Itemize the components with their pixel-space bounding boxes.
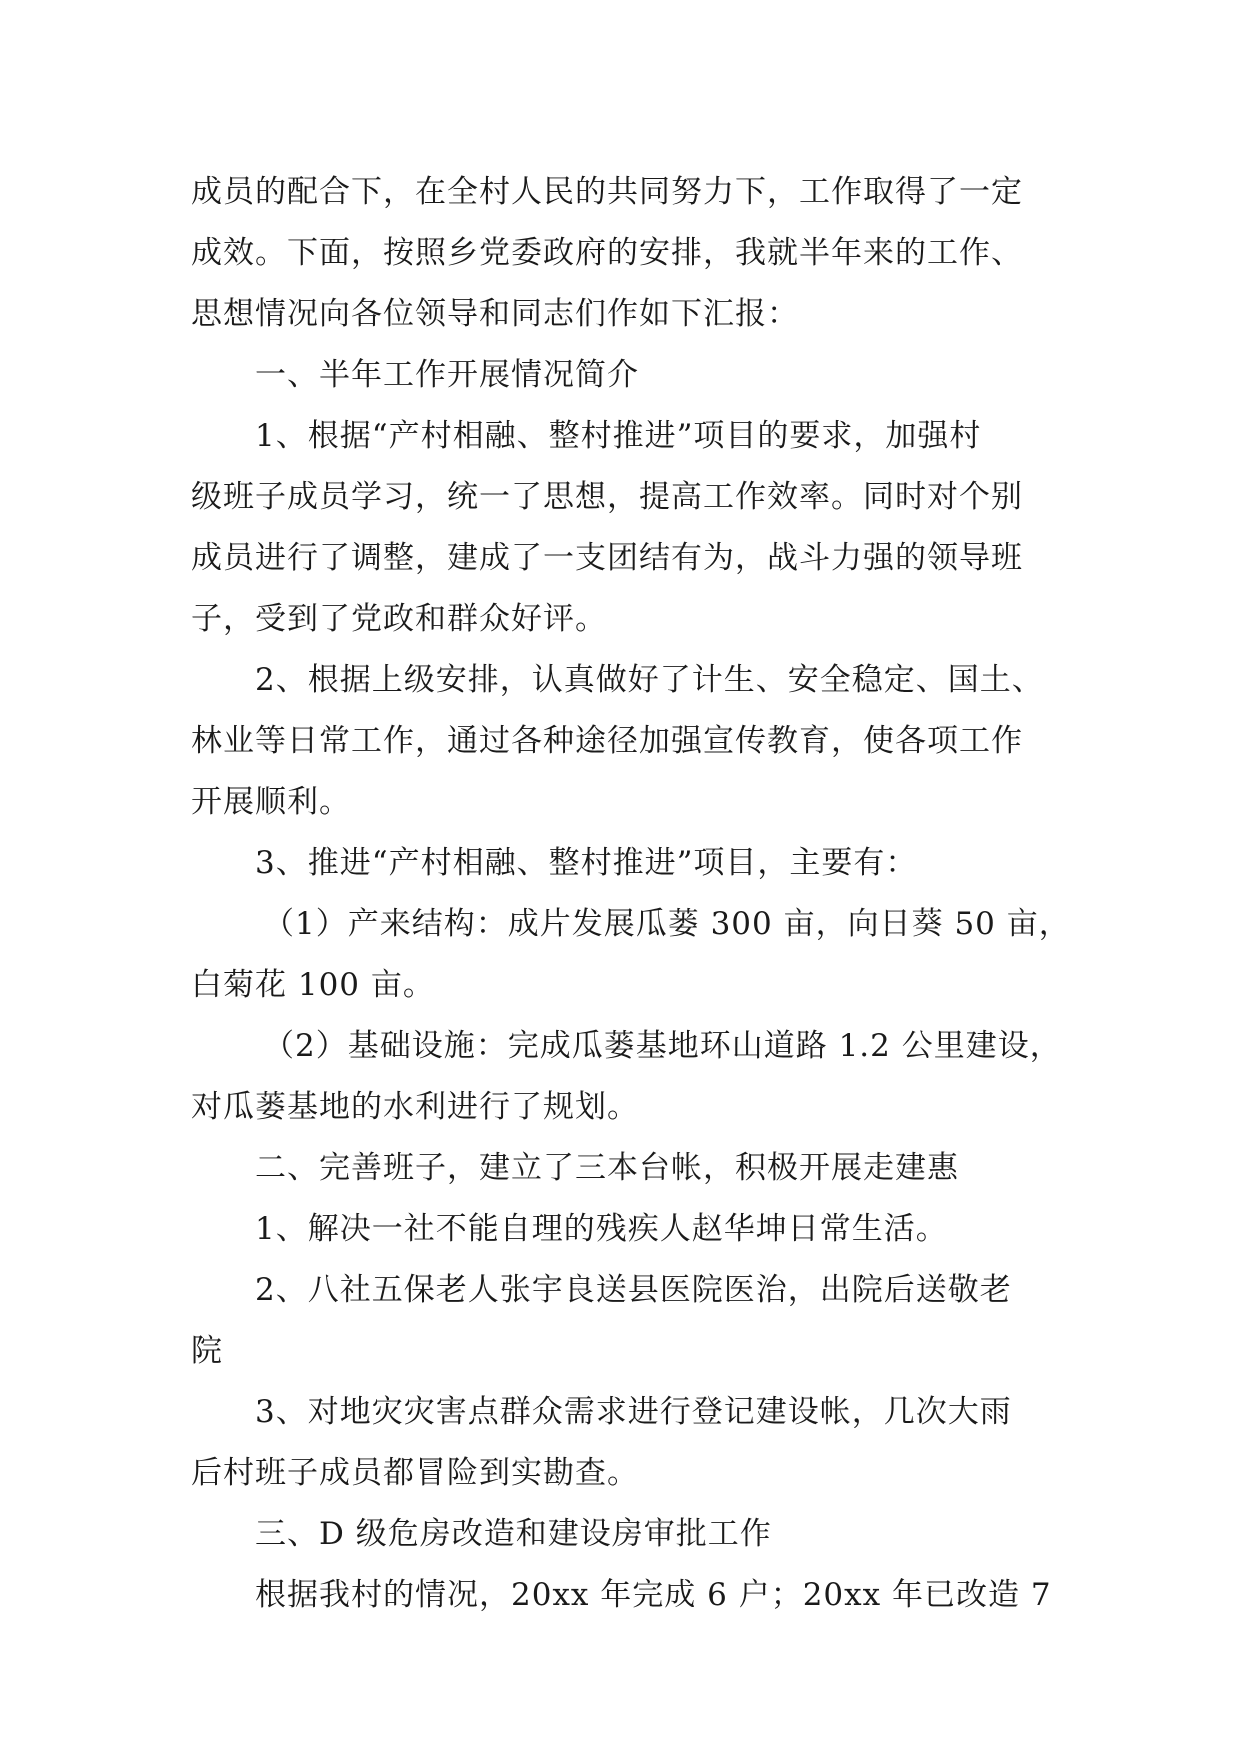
text-line: 3、对地灾灾害点群众需求进行登记建设帐，几次大雨 bbox=[255, 1394, 1012, 1430]
text-line: 级班子成员学习，统一了思想，提高工作效率。同时对个别 bbox=[191, 479, 1023, 515]
text-line: 白菊花 100 亩。 bbox=[191, 967, 435, 1003]
section-heading: 二、完善班子，建立了三本台帐，积极开展走建惠 bbox=[255, 1150, 959, 1186]
text-line: 院 bbox=[191, 1333, 223, 1369]
text-line: 根据我村的情况，20xx 年完成 6 户；20xx 年已改造 7 bbox=[255, 1577, 1052, 1613]
text-line: 林业等日常工作，通过各种途径加强宣传教育，使各项工作 bbox=[191, 723, 1023, 759]
section-heading: 三、D 级危房改造和建设房审批工作 bbox=[255, 1516, 772, 1552]
section-heading: 一、半年工作开展情况简介 bbox=[255, 357, 639, 393]
text-line: 成员的配合下，在全村人民的共同努力下，工作取得了一定 bbox=[191, 174, 1023, 210]
text-line: 成员进行了调整，建成了一支团结有为，战斗力强的领导班 bbox=[191, 540, 1023, 576]
text-line: 2、八社五保老人张宇良送县医院医治，出院后送敬老 bbox=[255, 1272, 1012, 1308]
text-line: 后村班子成员都冒险到实勘查。 bbox=[191, 1455, 639, 1491]
text-line: 开展顺利。 bbox=[191, 784, 351, 820]
text-line: 3、推进“产村相融、整村推进”项目，主要有： bbox=[255, 845, 918, 881]
text-line: 2、根据上级安排，认真做好了计生、安全稳定、国土、 bbox=[255, 662, 1044, 698]
text-line: 思想情况向各位领导和同志们作如下汇报： bbox=[191, 296, 799, 332]
text-line: （2）基础设施：完成瓜蒌基地环山道路 1.2 公里建设， bbox=[263, 1028, 1062, 1064]
text-line: 1、解决一社不能自理的残疾人赵华坤日常生活。 bbox=[255, 1211, 948, 1247]
text-line: 成效。下面，按照乡党委政府的安排，我就半年来的工作、 bbox=[191, 235, 1023, 271]
text-line: 1、根据“产村相融、整村推进”项目的要求，加强村 bbox=[255, 418, 982, 454]
text-line: 子，受到了党政和群众好评。 bbox=[191, 601, 607, 637]
text-line: 对瓜蒌基地的水利进行了规划。 bbox=[191, 1089, 639, 1125]
document-body bbox=[191, 162, 1071, 1626]
text-line: （1）产来结构：成片发展瓜蒌 300 亩，向日葵 50 亩， bbox=[263, 906, 1071, 942]
